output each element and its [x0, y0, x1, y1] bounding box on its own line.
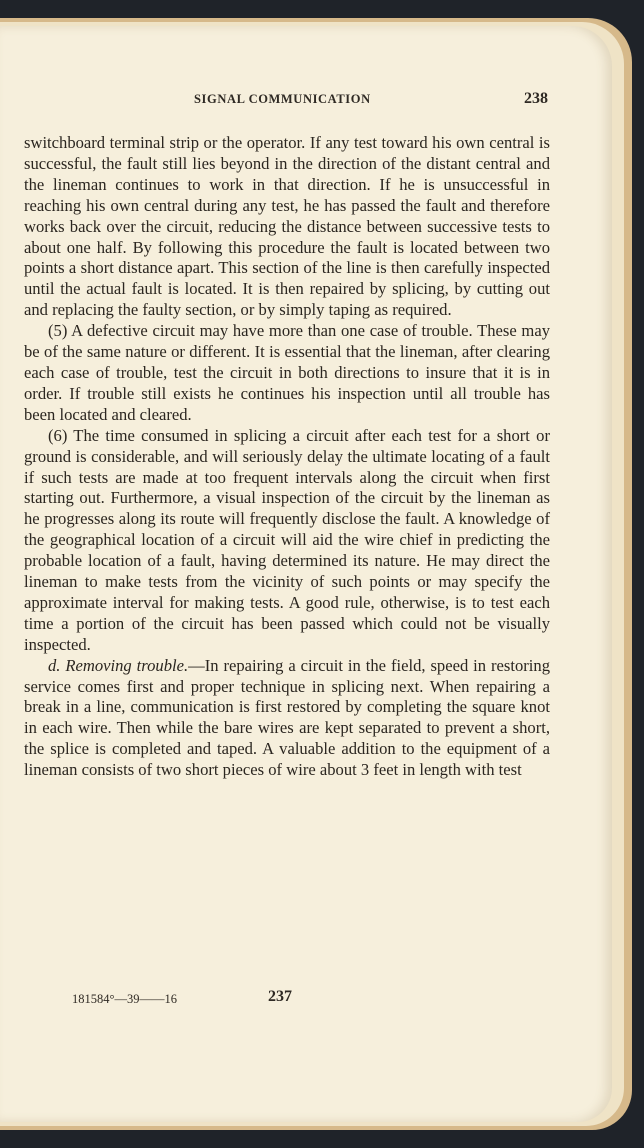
paragraph-d-text: —In repairing a circuit in the field, speed in restoring service comes first and proper technique in splicing next. When repairing a break in a line, communication is first restored by completing the square knot in each wire. Then while the bare wires are kept separated to prevent a short, the splice is completed and taped. A valuable addition to the equipment of a lineman consists of two short pieces of wire about 3 feet in length with test: [24, 655, 551, 780]
printer-imprint: 181584°—39——16: [72, 992, 177, 1006]
running-head: SIGNAL COMMUNICATION: [194, 92, 371, 106]
paragraph-d: [24, 656, 550, 781]
paragraph-d-heading: d. Removing trouble.: [48, 655, 189, 675]
page-body: [24, 133, 550, 781]
folio-number: 238: [524, 90, 548, 107]
paragraph-5: (5) A defective circuit may have more than one case of trouble. These may be of the same nature or different. It is essential that the lineman, after clearing each case of trouble, test the circuit in both directions to insure that it is in order. If trouble still exists he continues his inspection until all trouble has been located and cleared.: [24, 321, 550, 424]
paragraph-6: (6) The time consumed in splicing a circuit after each test for a short or ground is considerable, and will seriously delay the ultimate locating of a fault if such tests are made at too frequent intervals along the circuit when first starting out. Furthermore, a visual inspection of the circuit by the lineman as he progresses along its route will frequently disclose the fault. A knowledge of the geographical location of a circuit will aid the wire chief in predicting the probable location of a fault, having determined its nature. He may direct the lineman to make tests from the vicinity of such points or may specify the approximate interval for making tests. A good rule, otherwise, is to test each time a portion of the circuit has been passed which could not be visually inspected.: [24, 425, 550, 654]
page-number: 237: [268, 988, 292, 1005]
continuation-paragraph: switchboard terminal strip or the operator. If any test toward his own central is successful, the fault still lies beyond in the direction of the distant central and the lineman continues to work in that direction. If he is unsuccessful in reaching his own central during any test, he has passed the fault and therefore works back over the circuit, reducing the distance between successive tests to about one half. By following this procedure the fault is located between two points a short distance apart. This section of the line is then carefully inspected until the actual fault is located. It is then repaired by splicing, by cutting out and replacing the faulty section, or by simply taping as required.: [24, 133, 550, 320]
